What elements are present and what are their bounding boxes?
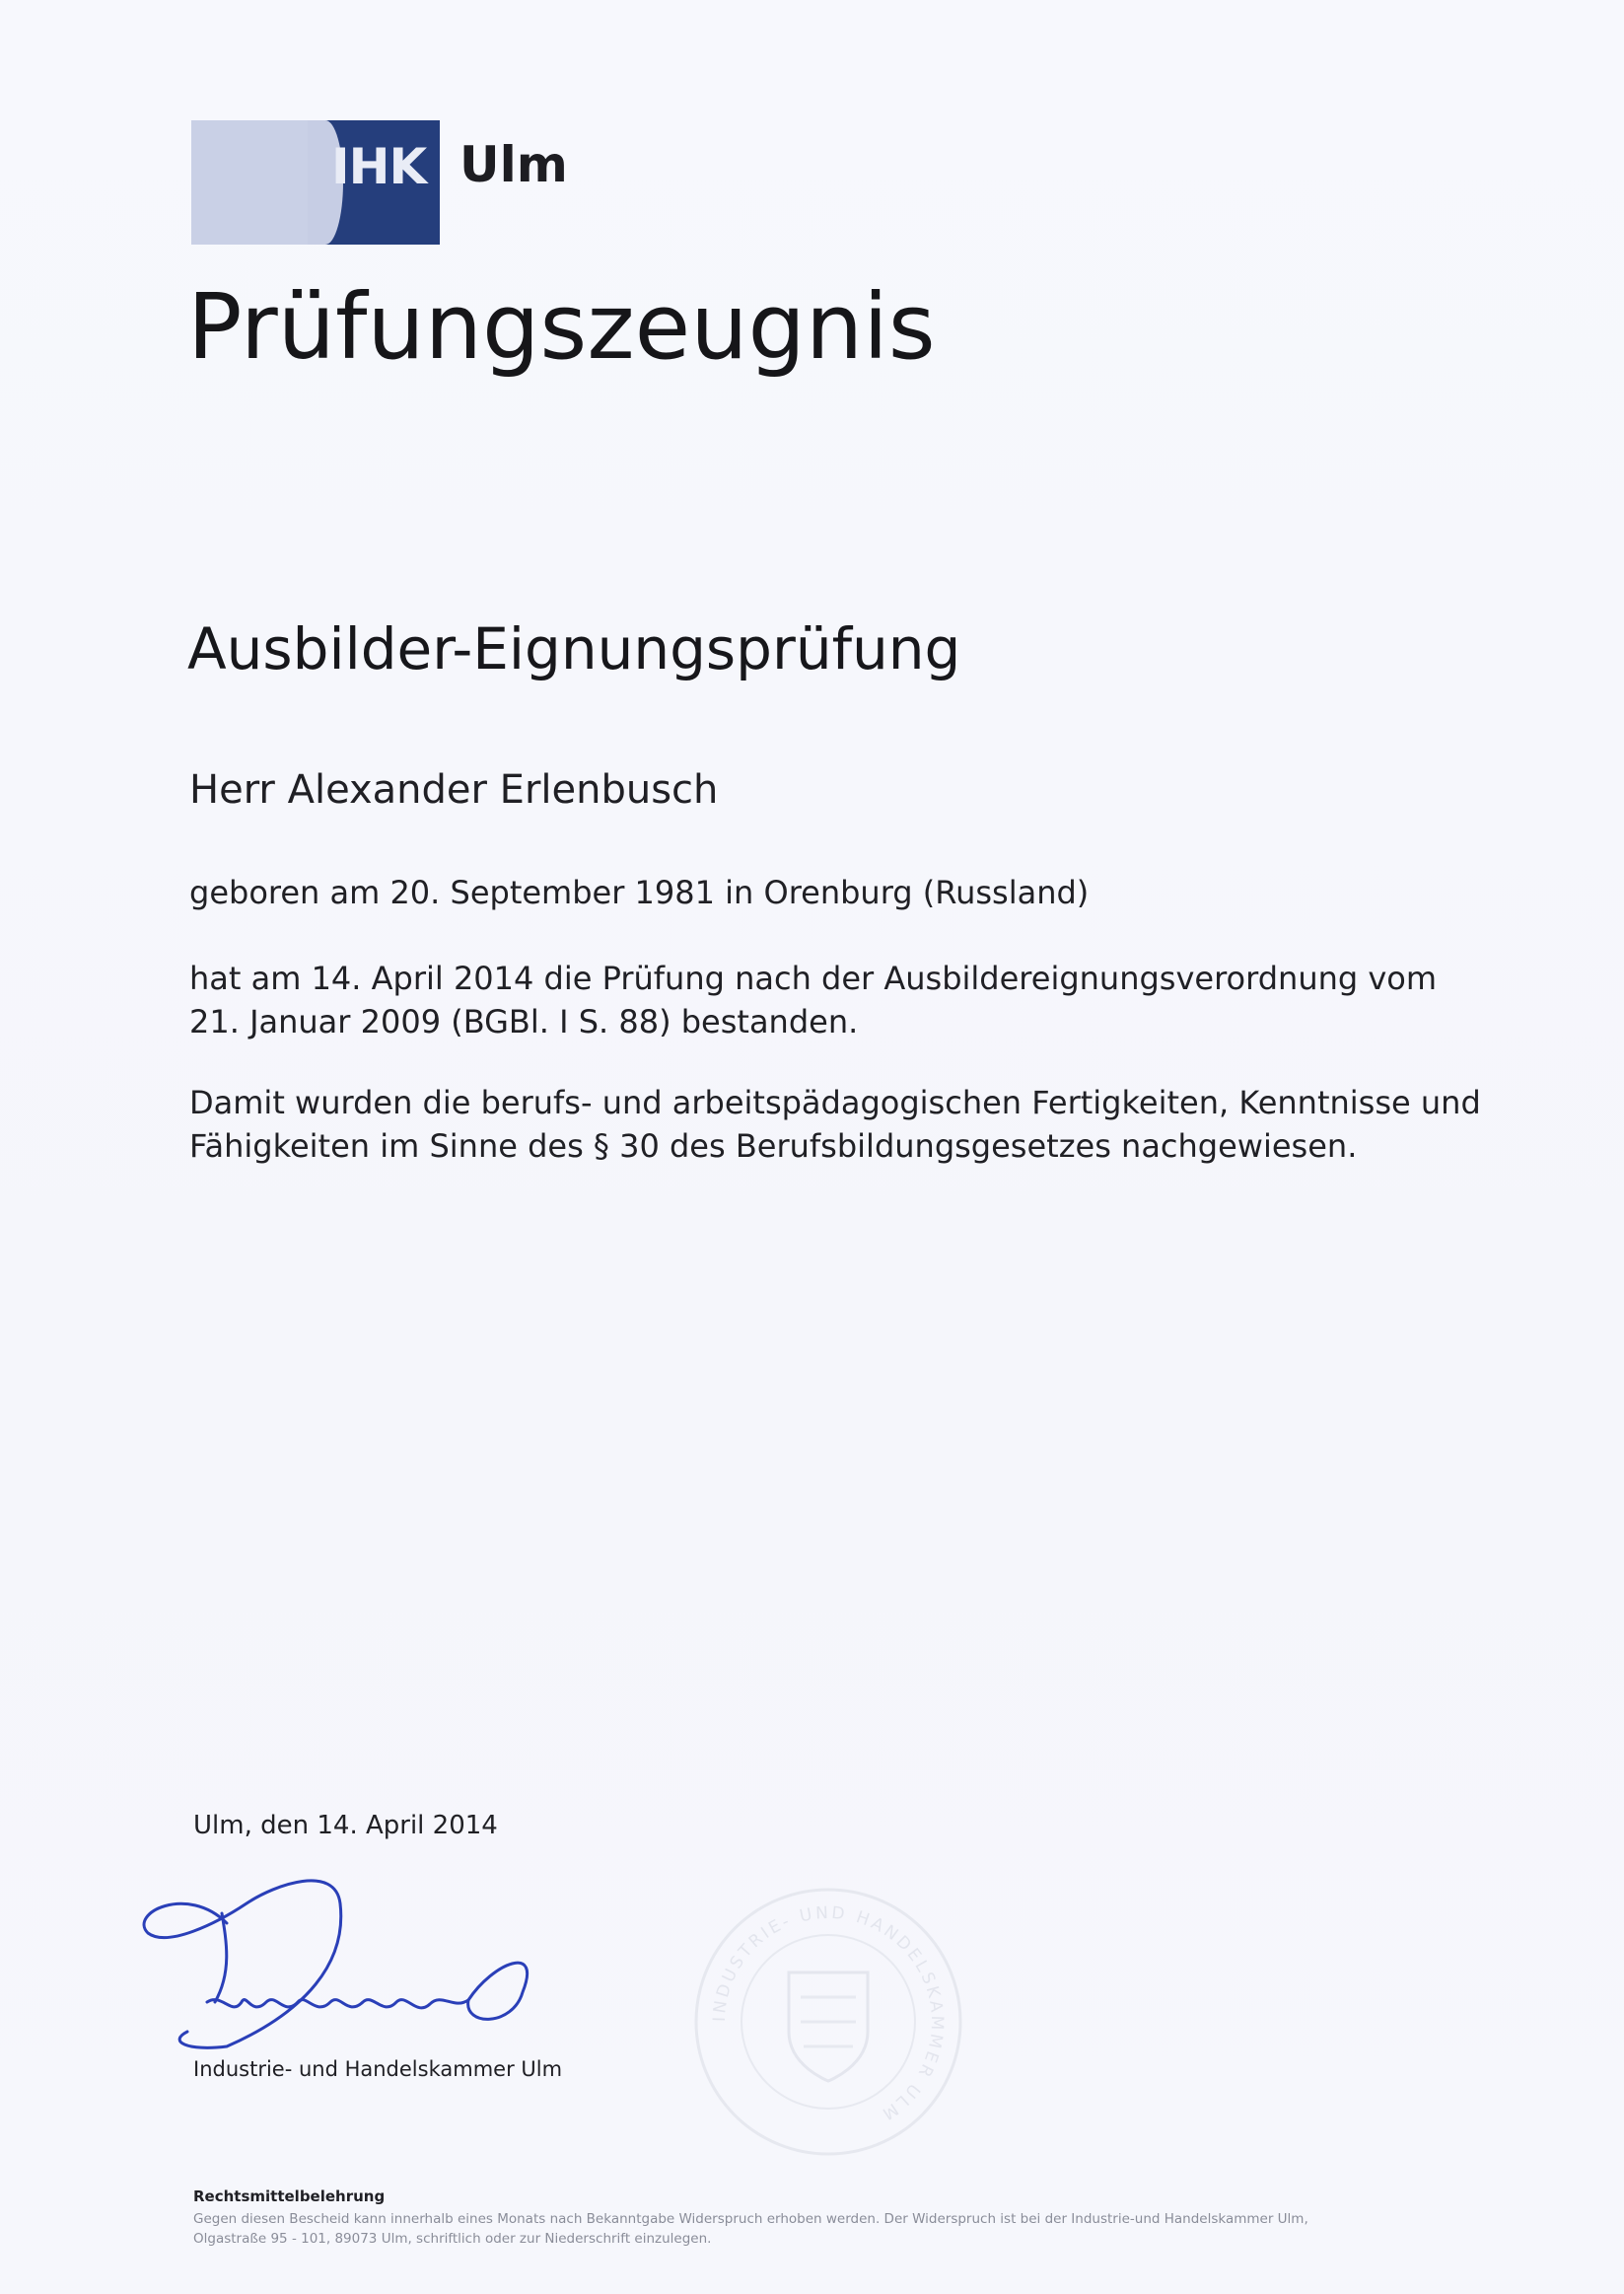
ihk-logo-mark [191, 120, 440, 245]
logo-city: Ulm [459, 136, 568, 193]
ihk-logo [191, 120, 568, 245]
logo-mark-text: IHK [331, 138, 427, 195]
issuer-name: Industrie- und Handelskammer Ulm [193, 2057, 563, 2081]
paragraph-line: Damit wurden die berufs- und arbeitspädagogischen Fertigkeiten, Kenntnisse und [189, 1084, 1481, 1121]
competence-paragraph [189, 1081, 1481, 1168]
legal-notice-heading: Rechtsmittelbelehrung [193, 2187, 386, 2205]
exam-subtitle: Ausbilder-Eignungsprüfung [187, 615, 961, 682]
embossed-seal [690, 1884, 966, 2160]
exam-passed-paragraph [189, 957, 1438, 1043]
legal-line: Gegen diesen Bescheid kann innerhalb eines Monats nach Bekanntgabe Widerspruch erhoben werden. Der Widerspruch ist bei der Industrie-und Handelskammer Ulm, [193, 2211, 1308, 2227]
birth-line: geboren am 20. September 1981 in Orenburg (Russland) [189, 874, 1090, 911]
paragraph-line: 21. Januar 2009 (BGBl. I S. 88) bestanden. [189, 1003, 859, 1040]
paragraph-line: hat am 14. April 2014 die Prüfung nach der Ausbildereignungsverordnung vom [189, 960, 1438, 997]
paragraph-line: Fähigkeiten im Sinne des § 30 des Berufsbildungsgesetzes nachgewiesen. [189, 1127, 1358, 1165]
recipient-name: Herr Alexander Erlenbusch [189, 767, 719, 813]
handwritten-signature [128, 1854, 601, 2051]
legal-notice-text [193, 2209, 1475, 2249]
svg-text:INDUSTRIE- UND HANDELSKAMMER U: INDUSTRIE- UND HANDELSKAMMER ULM [709, 1902, 948, 2125]
legal-line: Olgastraße 95 - 101, 89073 Ulm, schriftlich oder zur Niederschrift einzulegen. [193, 2231, 712, 2247]
place-date: Ulm, den 14. April 2014 [193, 1811, 498, 1840]
document-title: Prüfungszeugnis [187, 274, 936, 380]
